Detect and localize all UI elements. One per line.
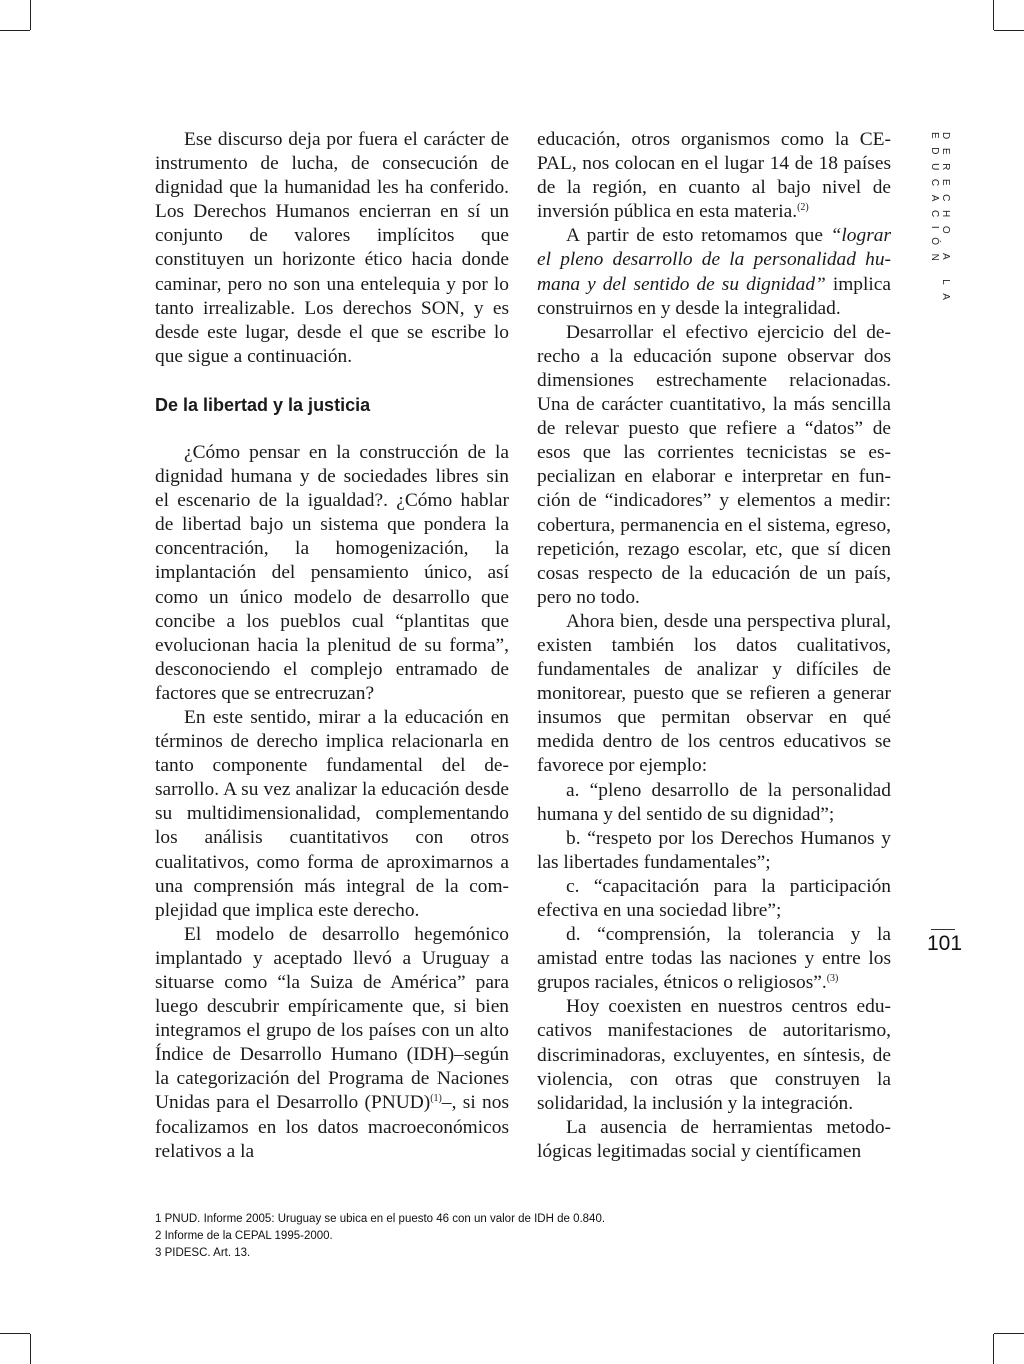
footnote: 3 PIDESC. Art. 13. bbox=[155, 1247, 251, 1259]
left-column bbox=[155, 128, 509, 1164]
footnotes bbox=[155, 1211, 855, 1262]
page-number: 101 bbox=[927, 932, 963, 955]
list-item bbox=[537, 923, 891, 995]
footnote-ref: (1) bbox=[430, 1093, 442, 1105]
crop-mark-bottom-left-h bbox=[0, 1333, 30, 1334]
crop-mark-top-left-v bbox=[30, 0, 31, 30]
section-heading: De la libertad y la justicia bbox=[155, 394, 371, 415]
right-column bbox=[537, 128, 891, 1164]
crop-mark-bottom-right-v bbox=[993, 1334, 994, 1364]
paragraph bbox=[537, 128, 891, 224]
list-item: b. “respeto por los Derechos Humanos y las libertades fundamentales”; bbox=[537, 827, 891, 873]
quote-text: “lograr el pleno desarrollo de la personalidad humana y del sentido de su dignidad” bbox=[537, 225, 891, 295]
crop-mark-top-right-h bbox=[994, 30, 1024, 31]
footnote-ref: (3) bbox=[826, 973, 839, 985]
paragraph: Ahora bien, desde una perspectiva plural, existen también los datos cualitativos, fundamentales de analizar y difíciles de monitorear, puesto que se refieren a generar insumos que permitan observar en qué medida dentro de los centros educativos se favorece por ejemplo: bbox=[537, 610, 891, 777]
paragraph-text: implica construirnos en y desde la integralidad. bbox=[537, 273, 891, 319]
paragraph-text: El modelo de desarrollo hegemónico implantado y aceptado llevó a Uruguay a situarse como “la Suiza de América” para luego descubrir empíricamente que, si bien integramos el grupo de los países con un alto Índice de Desarrollo Humano (IDH)–según la categorización del Programa de Naciones Unidas para el Desarrollo (PNUD) bbox=[155, 923, 509, 1114]
footnote-ref: (2) bbox=[797, 202, 809, 214]
paragraph: Desarrollar el efectivo ejercicio del derecho a la educación supone observar dos dimensiones estrechamente relacionadas. Una de carácter cuantitativo, la más sencilla de relevar puesto que refiere a “datos” de esos que las corrientes tecnicistas se especializan en elaborar e interpretar en función de “indicadores” y elementos a medir: cobertura, permanencia en el sistema, egreso, repetición, rezago escolar, etc, que sí dicen cosas respecto de la educación de un país, pero no todo. bbox=[537, 321, 891, 608]
page-number-rule bbox=[931, 929, 955, 930]
paragraph bbox=[537, 224, 891, 320]
crop-mark-top-right-v bbox=[993, 0, 994, 30]
list-item-text: d. “comprensión, la tolerancia y la amistad entre todas las naciones y entre los grupos raciales, étnicos o religiosos”. bbox=[537, 924, 891, 994]
list-item: c. “capacitación para la participación efectiva en una sociedad libre”; bbox=[537, 875, 891, 921]
paragraph-text: –, si nos focalizamos en los datos macroeconómicos relativos a la bbox=[155, 1092, 509, 1162]
paragraph: ¿Cómo pensar en la construcción de la dignidad humana y de sociedades libres sin el escenario de la igualdad?. ¿Cómo hablar de libertad bajo un sistema que pondera la concentración, la homogenización, la implantación del pensamiento único, así como un único modelo de desarrollo que concibe a los pueblos cual “plantitas que evolucionan hacia la plenitud de su forma”, desconociendo el complejo entramado de factores que se entrecruzan? bbox=[155, 441, 509, 704]
paragraph-text: educación, otros organismos como la CEPAL, nos colocan en el lugar 14 de 18 países de la región, en cuanto al bajo nivel de inversión pública en esta materia. bbox=[537, 129, 891, 223]
paragraph: Ese discurso deja por fuera el carácter de instrumento de lucha, de consecución de dignidad que la humanidad les ha conferido. Los Derechos Humanos encierran en sí un conjunto de valores implícitos que constituyen un horizonte ético hacia donde caminar, pero no son una entelequia y por lo tanto irrealizable. Los derechos SON, y es desde este lugar, desde el que se escribe lo que sigue a continuación. bbox=[155, 129, 509, 367]
footnote: 1 PNUD. Informe 2005: Uruguay se ubica en el puesto 46 con un valor de IDH de 0.840. bbox=[155, 1213, 606, 1225]
paragraph: La ausencia de herramientas metodológicas legitimadas social y científicamen bbox=[537, 1116, 891, 1162]
crop-mark-top-left-h bbox=[0, 30, 30, 31]
list-item: a. “pleno desarrollo de la personalidad humana y del sentido de su dignidad”; bbox=[537, 779, 891, 825]
paragraph: Hoy coexisten en nuestros centros educativos manifestaciones de autoritarismo, discriminadoras, excluyentes, en síntesis, de violencia, con otras que construyen la solidaridad, la inclusión y la integración. bbox=[537, 996, 891, 1114]
paragraph-text: A partir de esto retomamos que bbox=[566, 225, 831, 247]
running-section-title: DERECHO A LA EDUCACIÓN bbox=[929, 132, 951, 309]
paragraph: En este sentido, mirar a la educación en términos de derecho implica relacionarla en tanto componente fundamental del desarrollo. A su vez analizar la educación desde su multidimensionalidad, complementando los análisis cuantitativos con otros cualitativos, como forma de aproximarnos a una comprensión más integral de la complejidad que implica este derecho. bbox=[155, 706, 509, 921]
crop-mark-bottom-right-h bbox=[994, 1333, 1024, 1334]
footnote: 2 Informe de la CEPAL 1995-2000. bbox=[155, 1230, 333, 1242]
paragraph bbox=[155, 923, 509, 1164]
crop-mark-bottom-left-v bbox=[30, 1334, 31, 1364]
